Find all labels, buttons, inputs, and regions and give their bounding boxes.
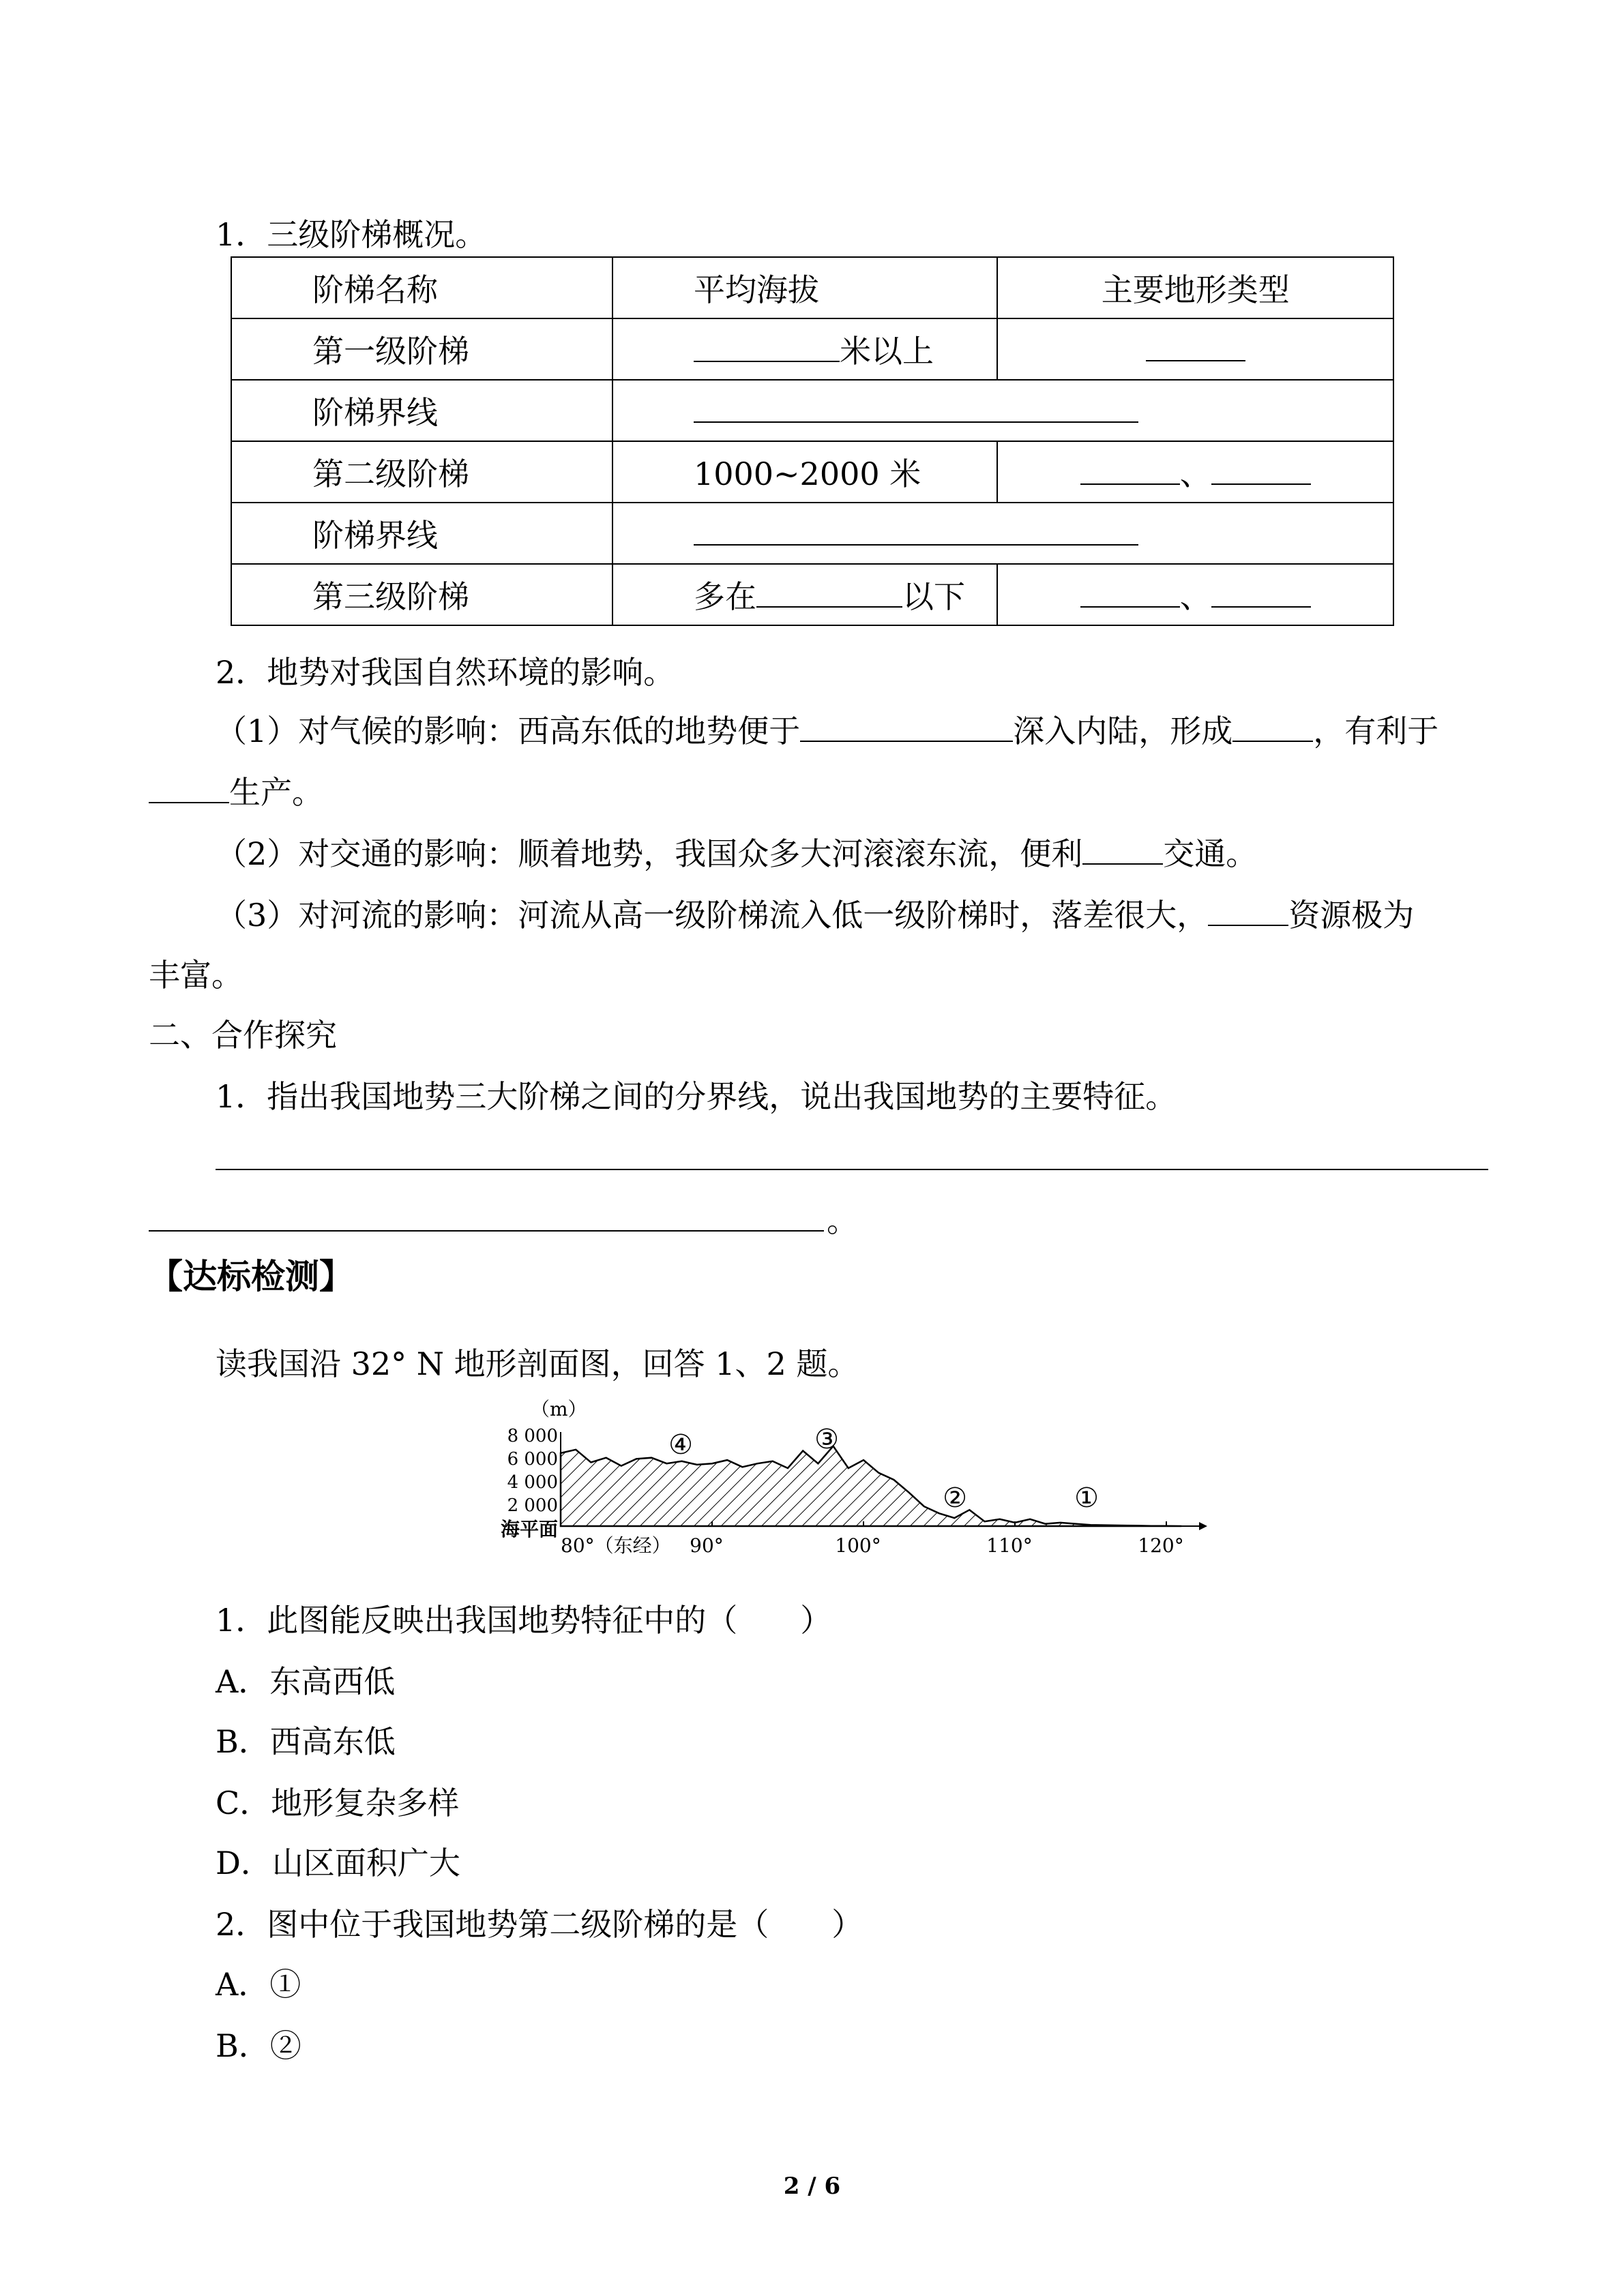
fill-blank[interactable]	[1146, 330, 1245, 361]
option-c[interactable]: C．地形复杂多样	[216, 1785, 460, 1821]
section-title: 二、合作探究	[149, 1017, 337, 1054]
fill-blank[interactable]	[1080, 453, 1180, 485]
text-segment: 深入内陆，形成	[1013, 713, 1233, 749]
steps-table	[231, 256, 1394, 626]
text-segment: （2）对交通的影响：顺着地势，我国众多大河滚滚东流，便利	[216, 835, 1083, 872]
altitude-suffix: 以下	[902, 578, 965, 615]
x-tick-label: 100°	[835, 1534, 881, 1557]
test-heading: 【达标检测】	[149, 1257, 353, 1296]
end-mark: 。	[827, 1202, 858, 1239]
fill-blank[interactable]	[1211, 453, 1311, 485]
fill-blank[interactable]	[1082, 833, 1163, 865]
question-line: 2．图中位于我国地势第二级阶梯的是（ ）	[216, 1906, 863, 1943]
marker-label: ②	[943, 1482, 967, 1514]
x-tick-label: 110°	[986, 1534, 1033, 1557]
y-tick-label: 4 000	[507, 1472, 558, 1493]
marker-label: ③	[814, 1424, 839, 1455]
table-header: 阶梯名称	[231, 257, 612, 318]
option-b[interactable]: B．西高东低	[216, 1723, 396, 1760]
fill-blank[interactable]	[149, 772, 229, 803]
separator: 、	[1179, 456, 1211, 492]
y-tick-label: 6 000	[507, 1449, 558, 1470]
fill-blank[interactable]	[1211, 576, 1311, 608]
marker-label: ①	[1074, 1482, 1099, 1514]
altitude-prefix: 多在	[693, 578, 756, 615]
question-line: 1．此图能反映出我国地势特征中的（ ）	[216, 1602, 832, 1639]
option-a[interactable]: A．①	[216, 1966, 301, 2003]
terrain-cell	[997, 564, 1393, 625]
fill-blank[interactable]	[694, 514, 1138, 546]
step-name: 第三级阶梯	[231, 564, 612, 625]
boundary-cell	[612, 380, 1393, 441]
altitude-cell	[612, 318, 997, 380]
text-segment: 交通。	[1163, 835, 1258, 872]
question-line	[216, 711, 1438, 750]
x-tick-label: 80°（东经）	[561, 1534, 671, 1557]
table-row	[231, 441, 1393, 503]
fill-blank[interactable]	[800, 711, 1013, 742]
fill-blank[interactable]	[694, 331, 840, 362]
fill-blank[interactable]	[1208, 895, 1288, 926]
terrain-profile-chart	[477, 1391, 1235, 1575]
marker-label: ④	[668, 1429, 693, 1461]
table-row	[231, 564, 1393, 625]
page-number: 2 / 6	[783, 2173, 841, 2200]
step-name: 阶梯界线	[231, 380, 612, 441]
step-name: 第一级阶梯	[231, 318, 612, 380]
x-tick-label: 90°	[690, 1534, 724, 1557]
sea-level-label: 海平面	[500, 1518, 558, 1540]
x-axis-arrow	[1199, 1522, 1207, 1530]
boundary-cell	[612, 503, 1393, 564]
y-tick-label: 2 000	[507, 1495, 558, 1516]
table-header: 主要地形类型	[997, 257, 1393, 318]
question-line	[149, 772, 323, 811]
separator: 、	[1179, 578, 1211, 615]
question-line: 1．指出我国地势三大阶梯之间的分界线，说出我国地势的主要特征。	[216, 1078, 1177, 1115]
table-row	[231, 503, 1393, 564]
terrain-cell	[997, 441, 1393, 503]
table-header: 平均海拔	[612, 257, 997, 318]
step-name: 第二级阶梯	[231, 441, 612, 503]
fill-blank[interactable]	[756, 576, 902, 608]
text-segment: 生产。	[229, 774, 323, 811]
text-segment: （1）对气候的影响：西高东低的地势便于	[216, 713, 801, 749]
y-unit-label: （m）	[531, 1398, 587, 1420]
table-row	[231, 318, 1393, 380]
section1-title: 1．三级阶梯概况。	[216, 216, 487, 253]
question-line: 丰富。	[149, 957, 243, 994]
chart-intro: 读我国沿 32° N 地形剖面图，回答 1、2 题。	[216, 1345, 859, 1382]
fill-blank[interactable]	[694, 391, 1138, 423]
text-segment: （3）对河流的影响：河流从高一级阶梯流入低一级阶梯时，落差很大，	[216, 897, 1209, 934]
terrain-cell	[997, 318, 1393, 380]
step-name: 阶梯界线	[231, 503, 612, 564]
section2-title: 2．地势对我国自然环境的影响。	[216, 654, 675, 691]
option-b[interactable]: B．②	[216, 2027, 301, 2064]
altitude-cell: 1000~2000 米	[612, 441, 997, 503]
table-row	[231, 380, 1393, 441]
fill-blank[interactable]	[1080, 576, 1180, 608]
text-segment: 资源极为	[1288, 897, 1415, 934]
answer-line[interactable]	[149, 1230, 824, 1232]
text-segment: ，有利于	[1313, 713, 1439, 749]
option-a[interactable]: A．东高西低	[216, 1663, 396, 1700]
option-d[interactable]: D．山区面积广大	[216, 1845, 460, 1881]
table-header-row	[231, 257, 1393, 318]
fill-blank[interactable]	[1232, 711, 1313, 742]
question-line	[216, 895, 1414, 934]
altitude-suffix: 米以上	[839, 333, 934, 370]
answer-line[interactable]	[216, 1169, 1488, 1170]
question-line	[216, 833, 1257, 873]
y-tick-label: 8 000	[507, 1426, 558, 1446]
x-tick-label: 120°	[1138, 1534, 1184, 1557]
altitude-cell	[612, 564, 997, 625]
